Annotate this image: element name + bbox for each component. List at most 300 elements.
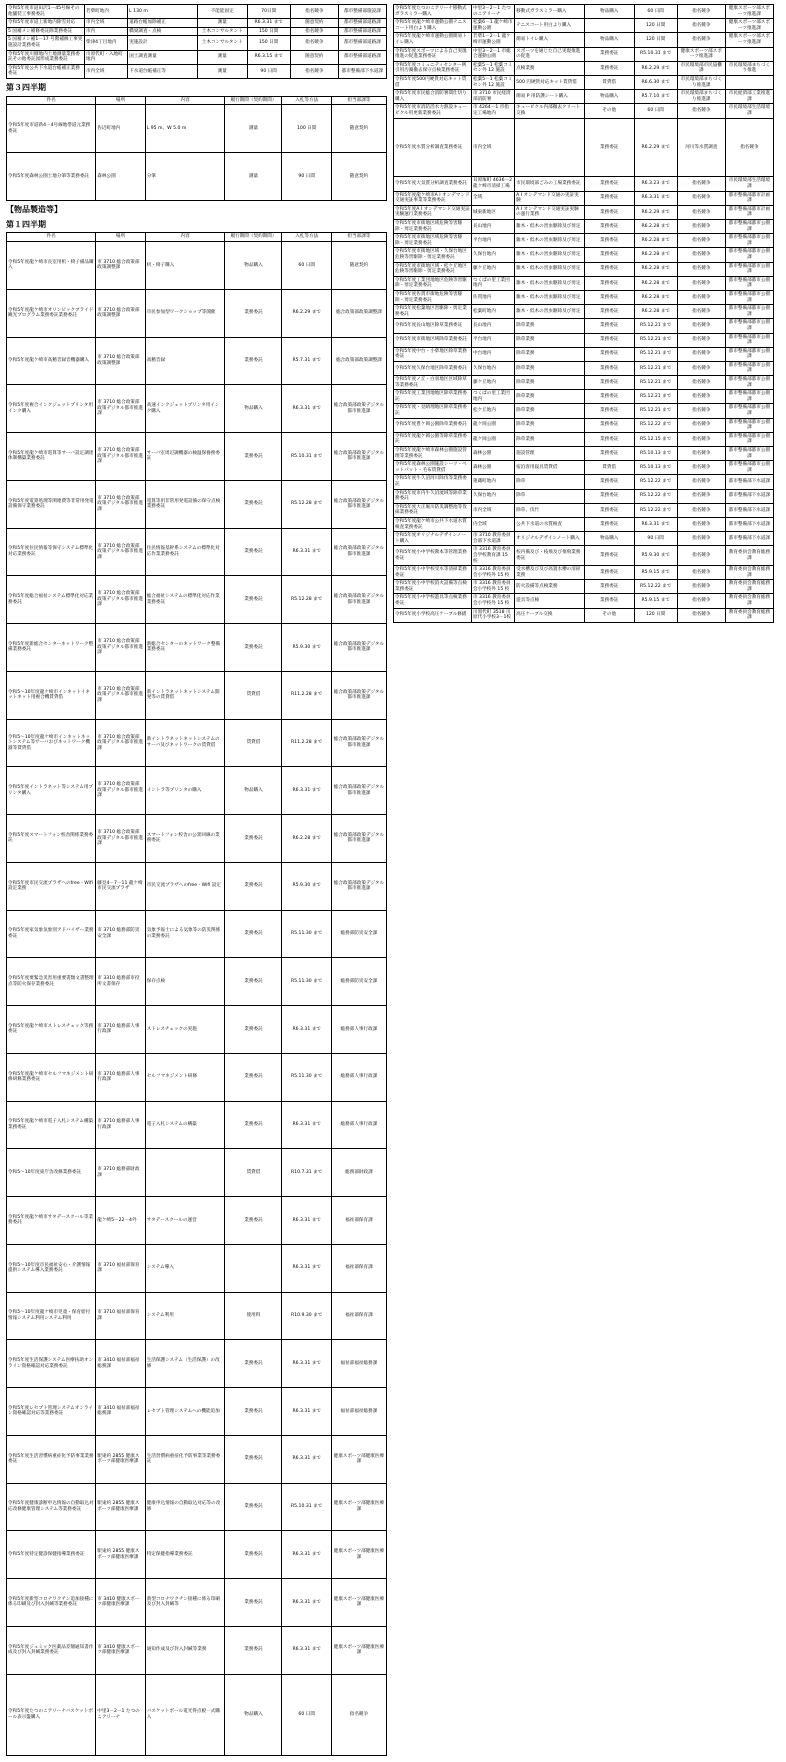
table-cell: 都市整備部下水道課	[725, 517, 773, 531]
table-row	[394, 503, 774, 517]
table-cell: 中里3－2－1 たつのこアリーナ	[96, 1674, 145, 1755]
table-cell: 業務委託	[584, 390, 634, 404]
table-cell: 龍ケ岡公園	[471, 418, 514, 432]
table-row	[394, 580, 774, 594]
table-cell: R6.2.28 まで	[634, 248, 677, 262]
table-cell: 令和5年度健康診断申込情報の自動取込対応改修健康管理システム等業務委託	[7, 1483, 96, 1531]
table-cell: 森林公園	[471, 461, 514, 475]
table-cell: 指名競争	[677, 461, 725, 475]
table-row	[7, 671, 387, 719]
table-cell: 市 3710 教育委員会部下水道課	[471, 532, 514, 546]
table-cell: R6.3.23 まで	[634, 177, 677, 191]
table-cell: 総合政策部政策デジタル都市推進課	[331, 576, 386, 624]
table-cell: 業務委託	[225, 862, 282, 910]
table-cell: R6.3.31 まで	[282, 1006, 331, 1054]
table-cell: 令和5年度市民総合消防署間仕切り購入	[394, 90, 472, 104]
table-cell: 生活保護システム（生活保護）の改修	[145, 1340, 225, 1388]
table-cell: 令和5年度イントラネット等システム用プリンタ購入	[7, 767, 96, 815]
table-cell: 市 3710 総務部財政課	[96, 1149, 145, 1197]
table-cell: 都市整備部都市公園課	[725, 418, 773, 432]
table-cell: バスケットボール電光得点板一式購入	[145, 1674, 225, 1755]
table-cell: 市内全域	[471, 118, 514, 177]
table-cell: R5.12.21 まで	[634, 361, 677, 375]
table-cell: 指名競争	[677, 191, 725, 205]
table-cell: 業務委託	[584, 220, 634, 234]
table-cell: 駅東約 2855 健康スポーツ部健康医療課	[96, 1531, 145, 1579]
table-cell: 総合政策部政策デジタル都市推進課	[331, 862, 386, 910]
table-cell: 令和5年度龍ケ崎市高精音録音機器購入	[7, 337, 96, 385]
table-header	[7, 233, 387, 242]
table-cell: 令和5年度市街地区域危険等害駆除・剪定業務委託	[394, 220, 472, 234]
table-cell: R6.6.30 まで	[634, 75, 677, 89]
table-cell: 川原代町・入地町地内	[84, 50, 127, 64]
table-row	[7, 1435, 387, 1483]
table-cell: 橋梁調査・点検	[128, 27, 198, 36]
table-cell: R5.9.15 まで	[634, 594, 677, 608]
table-cell: R5.12.22 まで	[634, 475, 677, 489]
table-cell: R5.9.15 まで	[634, 566, 677, 580]
table-cell: R10.7.31 まで	[282, 1149, 331, 1197]
table-cell: 令和5年度龍ケ崎市ストレスチェック等務委託	[7, 1006, 96, 1054]
table-cell: セルフマネジメント研修	[145, 1053, 225, 1101]
table-cell: 除草業務	[515, 361, 585, 375]
table-cell: R5.7.31 まで	[282, 337, 331, 385]
table-cell: 測量	[197, 19, 247, 28]
table-row	[394, 5, 774, 19]
table-cell: 都市整備部道路課	[338, 27, 386, 36]
table-cell: 令和5年度佐貫市街地危険等害駆除・剪定業務委託	[394, 290, 472, 304]
table-cell: 令和5年度市街地区域・松ケ丘地区危険等害駆除・剪定業務委託	[394, 262, 472, 276]
table-cell: 令和5年度生活保護システム医療扶助オンライン資格確認対応業務委託	[7, 1340, 96, 1388]
table-cell: 業務委託	[584, 290, 634, 304]
table-cell: 業務委託	[225, 480, 282, 528]
table-cell: 市民環境部市民協働課	[677, 61, 725, 75]
table-cell: 移動式ガラスミラー購入	[515, 5, 585, 19]
table-cell: 雑木・低木の害虫駆除及び剪定	[515, 305, 585, 319]
table-cell: 除草業務	[515, 404, 585, 418]
table-cell: 60 日間	[282, 1674, 331, 1755]
table-cell: 都市整備部都市公園課	[725, 248, 773, 262]
table-cell: 新型コロナワクチン接種に係る印刷及び封入封緘等	[145, 1579, 225, 1627]
table-cell: R6.2.28 まで	[634, 276, 677, 290]
table-cell: 業務委託	[225, 910, 282, 958]
table-row	[394, 517, 774, 531]
table-right-top	[393, 4, 774, 623]
table-cell: 都市整備部都市公園課	[725, 361, 773, 375]
table-cell: 中台地内	[471, 347, 514, 361]
table-cell: 指名競争	[677, 319, 725, 333]
table-cell: 川原代町 3518 川原代小学校3－1校	[471, 608, 514, 622]
table-cell: 除草、伐竹	[515, 503, 585, 517]
table-cell: システム利用	[145, 1292, 225, 1340]
table-cell: 令和5年度龍ケ崎市セルフマネジメント研修研修業務委託	[7, 1053, 96, 1101]
table-cell: 市 4264－1 市指定工場地内	[471, 104, 514, 118]
table-cell: R5.12.21 まで	[634, 333, 677, 347]
table-cell: レセプト管理システムへの機能追加	[145, 1388, 225, 1436]
table-cell: R5.12.21 まで	[634, 347, 677, 361]
table-row	[7, 576, 387, 624]
table-cell: 市 3710 福祉部保育課	[96, 1292, 145, 1340]
table-cell: 市内全域	[84, 19, 127, 28]
table-cell: 福祉部福祉総務課	[331, 1340, 386, 1388]
table-row	[7, 1244, 387, 1292]
table-cell: 都市整備部都市公園課	[725, 347, 773, 361]
table-cell: 業務委託	[225, 576, 282, 624]
table-row	[7, 64, 387, 78]
table-cell: 宿泊客用寝具賃貸借	[515, 461, 585, 475]
table-cell: 久保台地内	[471, 361, 514, 375]
table-cell: R6.3.31 まで	[282, 1531, 331, 1579]
table-cell: 市 3316 教育委員会小学校外 15 校	[471, 566, 514, 580]
table-cell	[584, 19, 634, 33]
table-left-q3	[6, 96, 387, 201]
col-bid: 入札等方法	[282, 96, 331, 105]
table-row	[7, 433, 387, 481]
table-cell: 指名競争	[331, 1674, 386, 1755]
table-cell: R6.2.29 まで	[634, 61, 677, 75]
table-cell: 令和5年度小中学校遊具等点検業務委託	[394, 594, 472, 608]
table-cell: サタデースクールの運営	[145, 1197, 225, 1245]
table-cell: 令和5年度工業団地地区除草業務委託	[394, 390, 472, 404]
table-cell: 令和5年度市道上新地内除雪対応	[7, 19, 85, 28]
table-cell: 市 3710 総合政策部政策デジタル都市推進課	[96, 624, 145, 672]
table-cell: 令和5年度森林公園施設シーツ・ベットパット・毛布賃貸借	[394, 461, 472, 475]
table-cell: 福祉部保育課	[331, 1197, 386, 1245]
table-cell: 令和5年度龍ケ岡公園等除草業務委託	[394, 432, 472, 446]
table-cell: 総務部人事行政課	[331, 1101, 386, 1149]
table-cell: 健康スポーツ部健康医療課	[331, 1579, 386, 1627]
table-row	[394, 489, 774, 503]
table-cell: 柴津4丁目地内	[84, 36, 127, 50]
section-title-goods: 【物品製造等】	[6, 206, 387, 215]
table-cell: 福祉部保育課	[331, 1292, 386, 1340]
table-cell: 令和5年度豊ケ岡公園除草業務委託	[394, 418, 472, 432]
table-cell: 指名競争	[677, 290, 725, 304]
table-cell: 市民環境部まちづくり推進	[725, 61, 773, 75]
table-cell: 不能能固定	[197, 5, 247, 19]
table-row	[394, 361, 774, 375]
table-cell: 令和5年度公共下水道台帳補正業務委託	[7, 64, 85, 78]
table-row	[7, 1579, 387, 1627]
table-cell	[225, 1244, 282, 1292]
table-row	[394, 333, 774, 347]
table-cell: 都市整備部都市公園課	[725, 262, 773, 276]
table-cell: 業務委託	[225, 1531, 282, 1579]
table-cell: 生活習慣病重症化予防事業等業務委託	[145, 1435, 225, 1483]
table-cell: 机・椅子購入	[145, 242, 225, 290]
col-dept: 担当部課等	[331, 96, 386, 105]
table-cell: 業務委託	[225, 1101, 282, 1149]
table-row	[394, 532, 774, 546]
table-cell: 令和5年度スマートフォン校舎関係業務委託	[7, 815, 96, 863]
table-cell: R6.2.28 まで	[634, 262, 677, 276]
table-cell: 令和5年度総合福祉システム標準化対応業務委託	[7, 576, 96, 624]
table-cell: 市 3410 福祉部福祉総務課	[96, 1388, 145, 1436]
table-cell: 測量	[225, 105, 282, 153]
table-cell: 物品購入	[225, 1674, 282, 1755]
table-cell: 賃貸借	[225, 671, 282, 719]
table-cell: 市 3710 総合政策部政策調整課	[96, 289, 145, 337]
table-cell: 業務委託	[584, 418, 634, 432]
table-cell: 5 国補メン補修委託除業務委託	[7, 27, 85, 36]
table-cell: 健康スポーツ部スポーツ推進課	[677, 47, 725, 61]
table-cell: 施設管理	[515, 447, 585, 461]
table-cell: R5.9.30 まで	[282, 862, 331, 910]
table-row	[7, 1626, 387, 1674]
table-cell: 市 3710 総合政策部政策調整課	[96, 242, 145, 290]
table-cell: 賃貸借	[225, 719, 282, 767]
table-row	[394, 319, 774, 333]
table-cell: 業務委託	[584, 61, 634, 75]
table-cell: 雑木・低木の害虫駆除及び剪定	[515, 220, 585, 234]
table-cell: 指名競争	[677, 347, 725, 361]
table-cell: 総務部人事行政課	[331, 1053, 386, 1101]
table-cell: 雑木・低木の害虫駆除及び剪定	[515, 290, 585, 304]
table-cell: R6.2.29 まで	[282, 289, 331, 337]
table-cell: 令和5～10年度龍ケ崎市児童・保育給付情報システム利用システム利用	[7, 1292, 96, 1340]
table-cell: 指名競争	[677, 376, 725, 390]
table-body	[7, 242, 387, 1756]
table-cell: 総務部防災安全課	[331, 910, 386, 958]
table-cell: 指名競争	[677, 305, 725, 319]
table-cell: 令和5年度・見晴埋地区除草業務委託	[394, 404, 472, 418]
table-cell: R5.7.10 まで	[634, 90, 677, 104]
table-row	[7, 1531, 387, 1579]
table-cell: 指名競争	[677, 580, 725, 594]
table-cell: 総合政策部政策デジタル都市推進課	[331, 767, 386, 815]
table-cell: 60 日間	[282, 242, 331, 290]
table-cell: R6.3.31 まで	[282, 1388, 331, 1436]
table-row	[7, 19, 387, 28]
col-place: 場所	[96, 233, 145, 242]
table-cell: 業務委託	[584, 404, 634, 418]
table-cell: 市民経済部工業推進課	[725, 90, 773, 104]
table-cell: R5.12.22 まで	[634, 503, 677, 517]
table-cell: R5.11.30 まで	[282, 1053, 331, 1101]
table-cell: 総合政策部政策デジタル都市推進課	[331, 815, 386, 863]
table-row	[394, 276, 774, 290]
table-cell: 指名競争	[677, 594, 725, 608]
table-cell: 土木コンサルタント	[197, 27, 247, 36]
table-cell: 健康スポーツ部スポーツ推進課	[725, 33, 773, 47]
table-cell: 都市整備部都市公園課	[725, 276, 773, 290]
table-row	[394, 61, 774, 75]
table-row	[7, 50, 387, 64]
table-cell: A I オンデマンド交通の実証実験	[515, 191, 585, 205]
table-row	[394, 290, 774, 304]
table-row	[394, 475, 774, 489]
col-name: 件名	[7, 233, 96, 242]
table-cell: 令和5年度龍ケ崎市長室用机・椅子備品購入	[7, 242, 96, 290]
table-cell: 森林公園	[471, 447, 514, 461]
table-cell: 新総合センターのネットワーク整備業務委託	[145, 624, 225, 672]
table-cell: 令和5年度電算処理等関連費等非常用発電設備保守業務委託	[7, 480, 96, 528]
table-cell: R6.3.31 まで	[282, 1101, 331, 1149]
table-cell: 業務委託	[225, 289, 282, 337]
table-cell: 都市整備部下水道課	[338, 64, 386, 78]
table-row	[394, 248, 774, 262]
table-cell: 令和5年度市民交流プラザへのfree - Wifi 設定業務	[7, 862, 96, 910]
table-cell: つくばの里工業団地内	[471, 276, 514, 290]
table-cell: 使用料	[225, 1292, 282, 1340]
section-title-q1: 第１四半期	[6, 221, 387, 230]
table-row	[394, 447, 774, 461]
table-cell: 高圧ケーブル交換	[515, 608, 585, 622]
table-cell: 指名競争	[290, 27, 338, 36]
table-cell: 物品購入	[584, 5, 634, 19]
table-cell: 市民環境部生活環境課	[725, 104, 773, 118]
table-cell: 教育委員会教育総務課	[725, 594, 773, 608]
table-cell: 令和5年度長山地区除草業務委託	[394, 319, 472, 333]
table-cell: 業務委託	[584, 118, 634, 177]
table-cell: 業務委託	[225, 1197, 282, 1245]
table-cell: 令和5年度市消防活水力熱設キュービクル用更新業務委託	[394, 104, 472, 118]
table-cell: R6.3.31 まで	[282, 1197, 331, 1245]
table-cell: 令和5年度龍ケ崎市運動公園簡易トイレ購入	[394, 33, 472, 47]
table-cell: 福祉部保育課	[331, 1244, 386, 1292]
table-cell: 業務委託	[584, 234, 634, 248]
table-cell: 令和5年度ジュミック医薬品差額通知書作成及び封入封緘業務委託	[7, 1626, 96, 1674]
table-row	[394, 205, 774, 219]
table-cell: R5.12.22 まで	[634, 489, 677, 503]
table-cell: 総務部防災安全課	[331, 958, 386, 1006]
table-cell: 雑木・低木の害虫駆除及び剪定	[515, 234, 585, 248]
table-cell: 指名競争	[677, 475, 725, 489]
table-cell: 総合政策部政策デジタル都市推進課	[331, 480, 386, 528]
table-row	[394, 104, 774, 118]
table-cell: 60 日間	[634, 5, 677, 19]
table-row	[394, 432, 774, 446]
table-cell: 物品購入	[225, 385, 282, 433]
table-cell: 市 3410 健康スポーツ部健康医療課	[96, 1579, 145, 1627]
right-column	[393, 4, 774, 623]
table-cell: 市 3410 健康スポーツ部健康医療課	[96, 1626, 145, 1674]
table-cell: 令和5年度森林公園土地分筆等業務委託	[7, 153, 96, 201]
table-cell: 令和5年度水質分析調査業務委託	[394, 118, 472, 177]
table-cell: 業務委託	[584, 262, 634, 276]
table-cell: 藤ケ丘地内	[471, 376, 514, 390]
table-cell: 市民環境部まちづくり推進課	[677, 75, 725, 89]
table-cell: 指名競争	[677, 248, 725, 262]
table-cell: 長山地内	[471, 319, 514, 333]
table-cell: 令和5年度オリジナルデザインノート購入	[394, 532, 472, 546]
table-cell: 令和5年度龍ケ崎市公共下水道水質検査業務委託	[394, 517, 472, 531]
table-cell: 住民情報基幹系システムの標準化対応作業業務委託	[145, 528, 225, 576]
table-cell: 新イントラネットネットシステムのサーバ及びネットワークの賃貸借	[145, 719, 225, 767]
table-cell: 令和5年度大正堀川防災調整池等伐採業務委託	[394, 503, 472, 517]
table-cell: 令和5年度たつのこアリーナバスケットボール表示盤購入	[7, 1674, 96, 1755]
table-cell: 業務委託	[584, 276, 634, 290]
table-cell: その他	[584, 104, 634, 118]
table-cell: 都市整備部都市計画課	[725, 205, 773, 219]
table-cell: 令和5年度ノ丘・白羽地区区域除草等業務委託	[394, 376, 472, 390]
table-row	[394, 177, 774, 191]
table-cell: 令和5年度市道新4－4号線地帯道元業務委託	[7, 105, 96, 153]
table-cell: 業務委託	[584, 594, 634, 608]
table-cell: 指名競争	[677, 205, 725, 219]
table-cell: 指名競争	[677, 432, 725, 446]
table-cell: 業務委託	[584, 205, 634, 219]
table-row	[394, 347, 774, 361]
left-column	[6, 4, 387, 1756]
header-row	[7, 233, 387, 242]
table-cell: 都市整備部下水道課	[725, 475, 773, 489]
table-cell: 業務委託	[225, 624, 282, 672]
table-cell: 都市整備部都市公園課	[725, 461, 773, 475]
table-row	[394, 47, 774, 61]
table-cell: 業務委託	[584, 376, 634, 390]
table-cell: 令和5年度中台・小柴地区除草業務委託	[394, 347, 472, 361]
table-cell: R5.12.21 まで	[634, 390, 677, 404]
table-cell: 総務部財政課	[331, 1149, 386, 1197]
table-cell: 指名競争	[290, 36, 338, 50]
table-cell: A I オンデマンド交通実証実験の運行業務	[515, 205, 585, 219]
table-cell: R5.10.31 まで	[282, 433, 331, 481]
table-cell: 令和5年度家気象気象別アドバイザー業務委託	[7, 910, 96, 958]
table-cell: 測量	[225, 153, 282, 201]
table-cell: 総合政策部政策デジタル都市推進課	[331, 624, 386, 672]
table-row	[394, 262, 774, 276]
table-cell: 測量	[197, 50, 247, 64]
table-cell: 都市整備部都市公園課	[725, 390, 773, 404]
table-cell: 貝原塚町 4636－2 龍ケ崎市清掃工場	[471, 177, 514, 191]
table-cell: 都市整備部都市公園課	[725, 333, 773, 347]
col-name: 件名	[7, 96, 96, 105]
table-cell: 雑木・低木の害虫駆除及び剪定	[515, 248, 585, 262]
table-cell: 都市整備部下水道課	[725, 532, 773, 546]
table-row	[7, 1101, 387, 1149]
table-cell: 賃貸借	[584, 75, 634, 89]
table-cell: R5.11.30 まで	[282, 910, 331, 958]
table-header	[7, 96, 387, 105]
table-cell: 長山地内	[471, 220, 514, 234]
table-cell: 令和5年度たつのこアリーナ移動式ガラスミラー購入	[394, 5, 472, 19]
col-desc: 内容	[145, 233, 225, 242]
table-cell: 令和5年度複合インクジェットプリンタ用インク購入	[7, 385, 96, 433]
table-row	[7, 153, 387, 201]
table-cell: 除草	[515, 489, 585, 503]
table-cell: 都市整備部都市公園課	[725, 220, 773, 234]
table-cell: R6.2.28 まで	[634, 290, 677, 304]
table-cell: 指名競争	[677, 418, 725, 432]
table-cell: 駅東約 2855 健康スポーツ部健康医療課	[96, 1435, 145, 1483]
table-body	[394, 5, 774, 623]
table-cell: 市内全域	[84, 64, 127, 78]
table-row	[7, 1483, 387, 1531]
table-cell: 健康スポーツ部健康医療課	[331, 1483, 386, 1531]
table-cell: 除草業務	[515, 333, 585, 347]
table-cell: 市民参加型ワークショップ等開催	[145, 289, 225, 337]
table-row	[7, 105, 387, 153]
table-cell: 業務委託	[584, 191, 634, 205]
table-cell: 令和5年度龍ケ崎市サタデースクール等業務委託	[7, 1197, 96, 1245]
table-cell: 令和5年度500円硬貨対応キット賃借	[394, 75, 472, 89]
table-cell: 都市整備部都市公園課	[725, 319, 773, 333]
table-cell: 随意契約	[331, 105, 386, 153]
table-cell: 蓮蔵町地内	[471, 475, 514, 489]
table-cell: 指名競争	[677, 404, 725, 418]
table-cell: スポーツを通じた自己実現推進の促進	[515, 47, 585, 61]
table-cell: 通知作成及び封入封緘等業務	[145, 1626, 225, 1674]
table-cell: R6.2.28 まで	[634, 234, 677, 248]
table-row	[7, 1197, 387, 1245]
table-cell: 電子入札システムの構築	[145, 1101, 225, 1149]
table-cell: 除草業務	[515, 432, 585, 446]
table-cell: 市 3710 総合政策部政策デジタル都市推進課	[96, 719, 145, 767]
table-cell: R6.2.29 まで	[634, 205, 677, 219]
table-row	[7, 337, 387, 385]
table-cell: 市民交流プラザへのfree - Wifi 設定	[145, 862, 225, 910]
